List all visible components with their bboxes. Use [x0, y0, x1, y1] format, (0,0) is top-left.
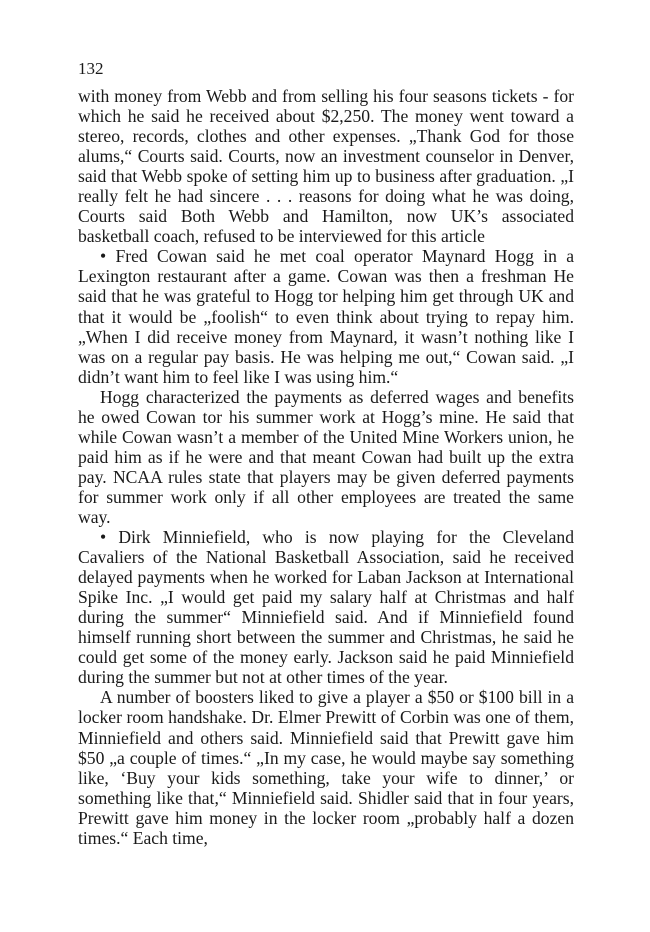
page-number: 132: [78, 59, 104, 78]
book-page: [78, 58, 574, 848]
paragraph-hogg-payments: Hogg characterized the payments as deferred wages and benefits he owed Cowan tor his summer work at Hogg’s mine. He said that while Cowan wasn’t a member of the United Mine Workers union, he paid him as if he were and that meant Cowan had built up the extra pay. NCAA rules state that players may be given deferred payments for summer work only if all other employees are treated the same way.: [78, 386, 574, 527]
paragraph-fred-cowan: • Fred Cowan said he met coal operator Maynard Hogg in a Lexington restaurant after a game. Cowan was then a freshman He said that he was grateful to Hogg tor helping him get through UK and that it would be „foolish“ to even think about trying to repay him. „When I did receive money from Maynard, it wasn’t nothing like I was on a regular pay basis. He was helping me out,“ Cowan said. „I didn’t want him to feel like I was using him.“: [78, 246, 574, 387]
paragraph-continuation: with money from Webb and from selling his four seasons tickets - for which he said he received about $2,250. The money went toward a stereo, records, clothes and other expenses. „Thank God for those alums,“ Courts said. Courts, now an investment counselor in Denver, said that Webb spoke of setting him up to business after graduation. „I really felt he had sincere . . . reasons for doing what he was doing, Courts said Both Webb and Hamilton, now UK’s associated basketball coach, refused to be interviewed for this article: [78, 86, 574, 247]
paragraph-boosters: A number of boosters liked to give a player a $50 or $100 bill in a locker room handshake. Dr. Elmer Prewitt of Corbin was one of them, Minniefield and others said. Minniefield said that Prewitt gave him $50 „a couple of times.“ „In my case, he would maybe say something like, ‘Buy your kids something, take your wife to dinner,’ or something like that,“ Minniefield said. Shidler said that in four years, Prewitt gave him money in the locker room „probably half a dozen times.“ Each time,: [78, 687, 574, 848]
paragraph-dirk-minniefield: • Dirk Minniefield, who is now playing for the Cleveland Cavaliers of the National Basketball Association, said he received delayed payments when he worked for Laban Jackson at International Spike Inc. „I would get paid my salary half at Christmas and half during the summer“ Minniefield said. And if Minniefield found himself running short between the summer and Christmas, he said he could get some of the money early. Jackson said he paid Minniefield during the summer but not at other times of the year.: [78, 527, 574, 688]
